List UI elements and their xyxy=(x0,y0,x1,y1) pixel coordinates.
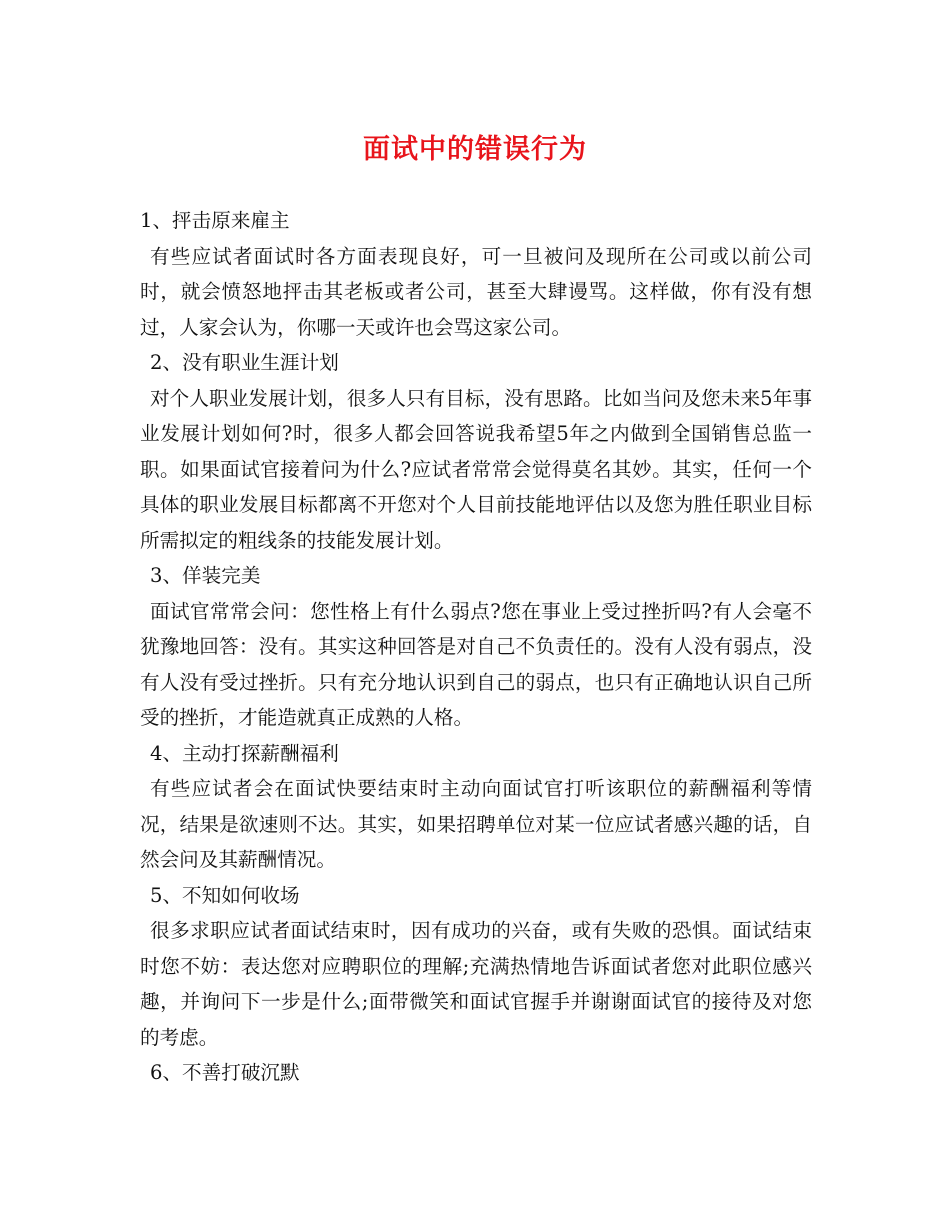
section-paragraph-5: 很多求职应试者面试结束时，因有成功的兴奋，或有失败的恐惧。面试结束时您不妨：表达您对应聘职位的理解;充满热情地告诉面试者您对此职位感兴趣，并询问下一步是什么;面带微笑和面试官握手并谢谢面试官的接待及对您的考虑。 xyxy=(140,919,812,1049)
section-paragraph-1: 有些应试者面试时各方面表现良好，可一旦被问及现所在公司或以前公司时，就会愤怒地抨击其老板或者公司，甚至大肆谩骂。这样做，你有没有想过，人家会认为，你哪一天或许也会骂这家公司。 xyxy=(140,244,812,339)
section-heading-4: 4、主动打探薪酬福利 xyxy=(150,741,339,765)
section-heading-2: 2、没有职业生涯计划 xyxy=(150,351,339,374)
section-heading-1: 1、抨击原来雇主 xyxy=(140,209,290,232)
section-paragraph-3: 面试官常常会问：您性格上有什么弱点?您在事业上受过挫折吗?有人会毫不犹豫地回答：没有。其实这种回答是对自己不负责任的。没有人没有弱点，没有人没有受过挫折。只有充分地认识到自己的弱点，也只有正确地认识自己所受的挫折，才能造就真正成熟的人格。 xyxy=(140,599,812,729)
document-title: 面试中的错误行为 xyxy=(363,134,587,165)
section-paragraph-4: 有些应试者会在面试快要结束时主动向面试官打听该职位的薪酬福利等情况，结果是欲速则不达。其实，如果招聘单位对某一位应试者感兴趣的话，自然会问及其薪酬情况。 xyxy=(140,777,812,871)
document-body xyxy=(140,203,812,1091)
section-heading-3: 3、佯装完美 xyxy=(150,564,261,587)
section-heading-5: 5、不知如何收场 xyxy=(150,883,300,907)
section-heading-6: 6、不善打破沉默 xyxy=(150,1061,300,1084)
section-paragraph-2: 对个人职业发展计划，很多人只有目标，没有思路。比如当问及您未来5年事业发展计划如何?时，很多人都会回答说我希望5年之内做到全国销售总监一职。如果面试官接着问为什么?应试者常常会觉得莫名其妙。其实，任何一个具体的职业发展目标都离不开您对个人目前技能地评估以及您为胜任职业目标所需拟定的粗线条的技能发展计划。 xyxy=(140,386,812,552)
